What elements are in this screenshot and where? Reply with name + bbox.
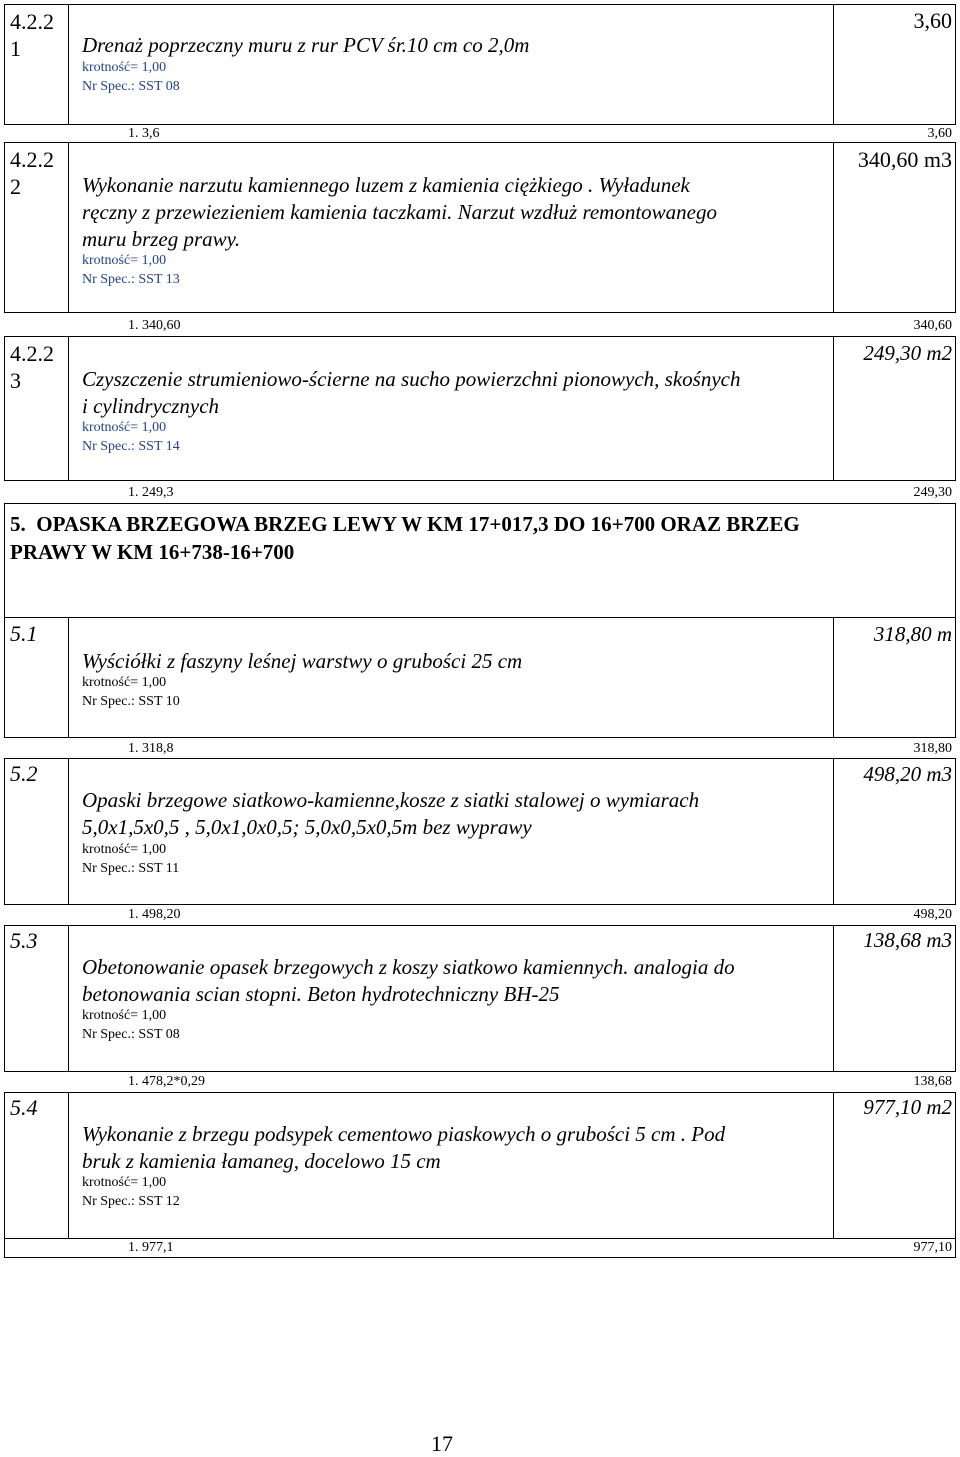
item-number: 5.3 (10, 928, 38, 953)
measure-expression: 1. 318,8 (128, 741, 174, 756)
measure-expression: 1. 340,60 (128, 318, 181, 333)
item-number: 5.1 (10, 621, 38, 646)
item-krotnosc: krotność= 1,00 (82, 1008, 167, 1023)
item-quantity: 249,30 m2 (863, 341, 952, 365)
measure-result: 138,68 (913, 1074, 952, 1089)
section-title-line2: PRAWY W KM 16+738-16+700 (10, 540, 295, 564)
measure-result: 498,20 (913, 907, 952, 922)
item-number-suffix: 3 (10, 368, 21, 393)
measure-expression: 1. 3,6 (128, 126, 160, 141)
item-spec: Nr Spec.: SST 14 (82, 439, 180, 454)
item-number-suffix: 2 (10, 174, 21, 199)
item-quantity: 977,10 m2 (863, 1095, 952, 1119)
item-title-line1: Opaski brzegowe siatkowo-kamienne,kosze z siatki stalowej o wymiarach (82, 788, 700, 812)
section-number: 5. (10, 512, 26, 536)
item-quantity: 3,60 (913, 8, 952, 33)
item-title-line1: Obetonowanie opasek brzegowych z koszy siatkowo kamiennych. analogia do (82, 955, 735, 979)
item-title: Wyściółki z faszyny leśnej warstwy o grubości 25 cm (82, 649, 523, 673)
item-title: Drenaż poprzeczny muru z rur PCV śr.10 cm co 2,0m (82, 33, 530, 57)
item-title-line2: ręczny z przewiezieniem kamienia taczkami. Narzut wzdłuż remontowanego (82, 200, 717, 224)
measure-expression: 1. 478,2*0,29 (128, 1074, 205, 1089)
item-title-line2: i cylindrycznych (82, 394, 220, 418)
measure-expression: 1. 498,20 (128, 907, 181, 922)
item-number: 4.2.2 (10, 341, 54, 366)
item-quantity: 498,20 m3 (863, 762, 952, 786)
item-title-line2: 5,0x1,5x0,5 , 5,0x1,0x0,5; 5,0x0,5x0,5m bez wyprawy (82, 815, 532, 839)
item-title-line1: Wykonanie narzutu kamiennego luzem z kamienia ciężkiego . Wyładunek (82, 173, 690, 197)
measure-result: 318,80 (913, 741, 952, 756)
item-number: 4.2.2 (10, 9, 54, 34)
item-spec: Nr Spec.: SST 11 (82, 861, 180, 876)
measure-expression: 1. 977,1 (128, 1240, 174, 1255)
item-quantity: 138,68 m3 (863, 928, 952, 952)
measure-result: 3,60 (927, 126, 952, 141)
item-quantity: 340,60 m3 (857, 147, 952, 172)
measure-expression: 1. 249,3 (128, 485, 174, 500)
item-spec: Nr Spec.: SST 08 (82, 1027, 180, 1042)
item-krotnosc: krotność= 1,00 (82, 1175, 167, 1190)
item-number: 4.2.2 (10, 147, 54, 172)
item-title-line2: bruk z kamienia łamaneg, docelowo 15 cm (82, 1149, 441, 1173)
item-krotnosc: krotność= 1,00 (82, 420, 167, 435)
item-number: 5.4 (10, 1095, 38, 1120)
item-title-line2: betonowania scian stopni. Beton hydrotechniczny BH-25 (82, 982, 560, 1006)
measure-result: 340,60 (913, 318, 952, 333)
page-number: 17 (431, 1431, 453, 1456)
item-title-line1: Wykonanie z brzegu podsypek cementowo piaskowych o grubości 5 cm . Pod (82, 1122, 726, 1146)
measure-result: 249,30 (913, 485, 952, 500)
item-krotnosc: krotność= 1,00 (82, 253, 167, 268)
item-spec: Nr Spec.: SST 08 (82, 79, 180, 94)
section-title-line1: OPASKA BRZEGOWA BRZEG LEWY W KM 17+017,3 DO 16+700 ORAZ BRZEG (36, 512, 800, 536)
item-krotnosc: krotność= 1,00 (82, 675, 167, 690)
item-krotnosc: krotność= 1,00 (82, 60, 167, 75)
item-spec: Nr Spec.: SST 13 (82, 272, 180, 287)
item-number: 5.2 (10, 761, 38, 786)
item-spec: Nr Spec.: SST 12 (82, 1194, 180, 1209)
item-title-line1: Czyszczenie strumieniowo-ścierne na sucho powierzchni pionowych, skośnych (82, 367, 741, 391)
item-krotnosc: krotność= 1,00 (82, 842, 167, 857)
item-spec: Nr Spec.: SST 10 (82, 694, 180, 709)
item-number-suffix: 1 (10, 36, 21, 61)
measure-result: 977,10 (913, 1240, 952, 1255)
item-title-line3: muru brzeg prawy. (82, 227, 241, 251)
item-quantity: 318,80 m (873, 622, 952, 646)
